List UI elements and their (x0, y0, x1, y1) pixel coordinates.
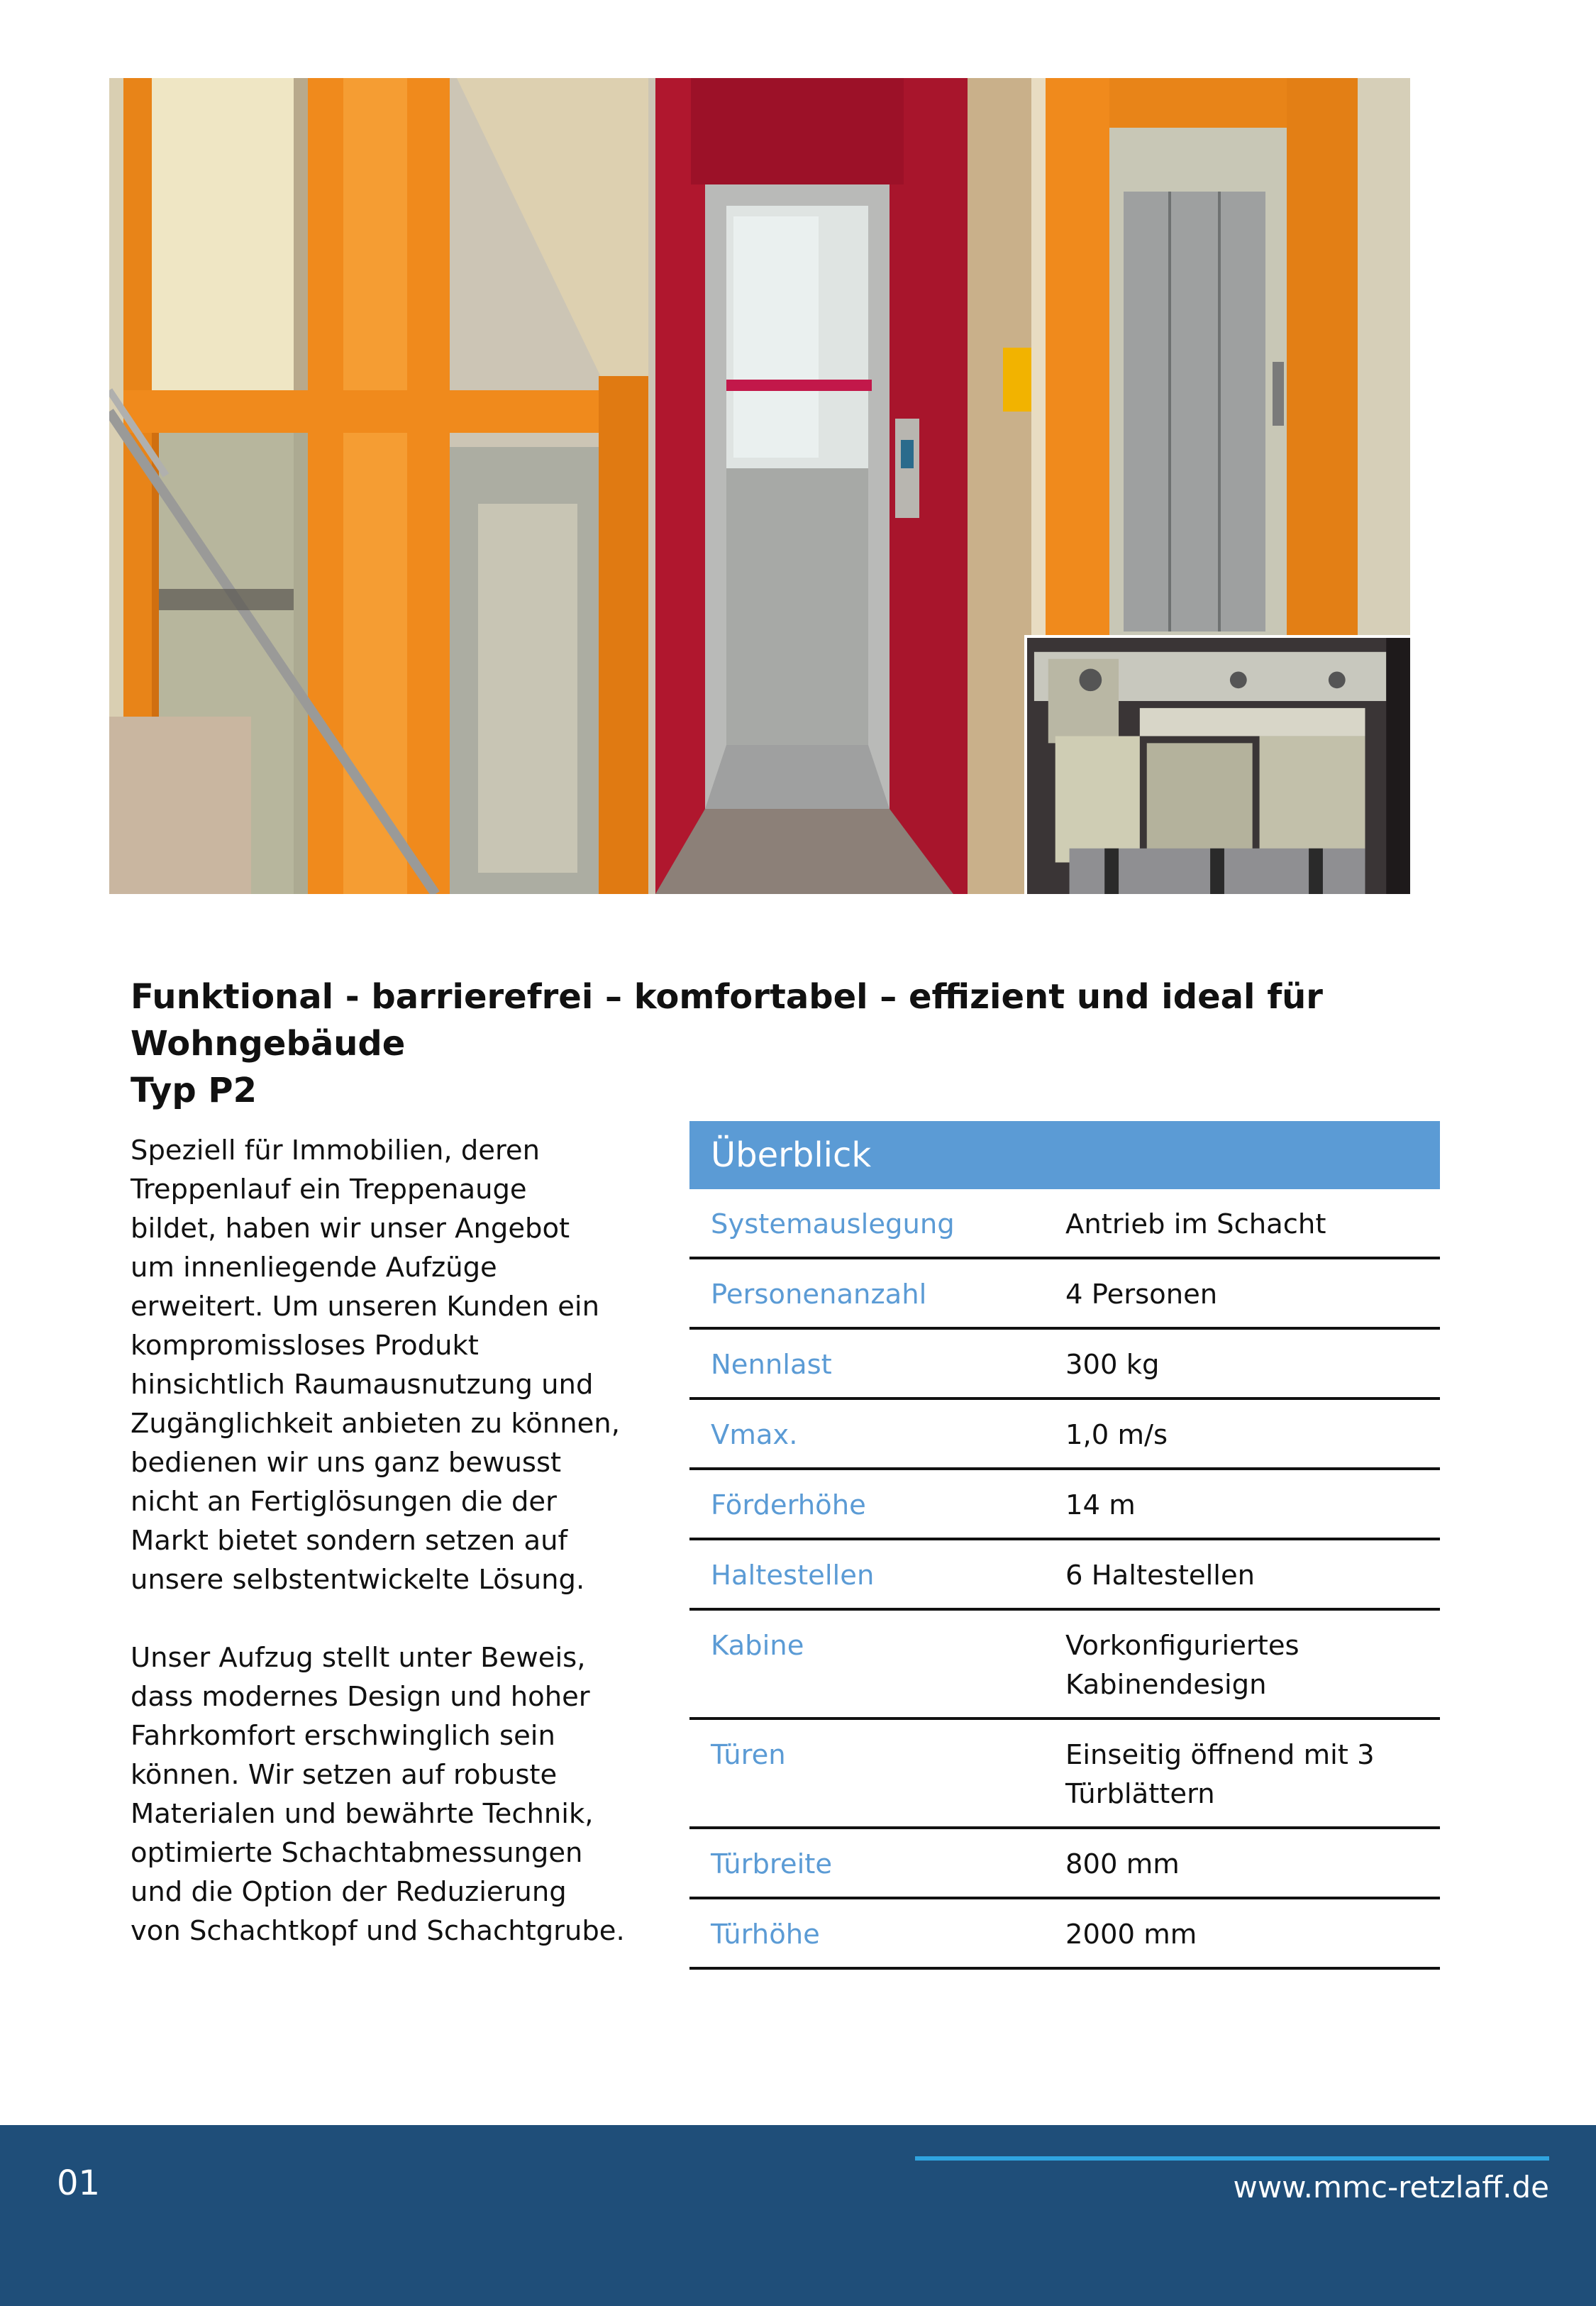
description-paragraph-2: Unser Aufzug stellt unter Beweis, dass modernes Design und hoher Fahrkomfort erschwinglich sein können. Wir setzen auf robuste Materialen und bewährte Technik, optimierte Schachtabmessungen und die Option der Reduzierung von Schachtkopf und Schachtgrube. (131, 1642, 625, 1947)
door-mechanism-photo (1024, 635, 1410, 894)
table-row (689, 1470, 1440, 1540)
row-value: 300 kg (1065, 1349, 1160, 1381)
product-description (131, 1131, 627, 1951)
table-row (689, 1259, 1440, 1330)
row-label: Kabine (711, 1630, 804, 1662)
overview-table (689, 1121, 1440, 1970)
table-row (689, 1611, 1440, 1720)
row-label: Nennlast (711, 1349, 832, 1381)
description-paragraph-1: Speziell für Immobilien, deren Treppenlauf ein Treppenauge bildet, haben wir unser Angebot um innenliegende Aufzüge erweitert. Um unseren Kunden ein kompromissloses Produkt hinsichtlich Raumausnutzung und Zugänglichkeit anbieten zu können, bedienen wir uns ganz bewusst nicht an Fertiglösungen die der Markt bietet sondern setzen auf unsere selbstentwickelte Lösung. (131, 1135, 620, 1596)
row-label: Förderhöhe (711, 1489, 866, 1521)
table-row (689, 1400, 1440, 1470)
footer-accent-line (915, 2156, 1549, 2161)
row-label: Haltestellen (711, 1560, 875, 1591)
row-value: Vorkonfiguriertes Kabinendesign (1065, 1630, 1299, 1701)
row-value: Einseitig öffnend mit 3 Türblättern (1065, 1739, 1375, 1810)
row-value: 800 mm (1065, 1848, 1180, 1880)
row-label: Türbreite (711, 1848, 833, 1880)
page-heading (131, 973, 1521, 1114)
page-number: 01 (57, 2163, 101, 2203)
table-row (689, 1189, 1440, 1259)
row-label: Personenanzahl (711, 1279, 927, 1311)
table-row (689, 1829, 1440, 1899)
table-row (689, 1330, 1440, 1400)
row-value: Antrieb im Schacht (1065, 1208, 1326, 1240)
elevator-photo-collage (109, 78, 1410, 894)
overview-title: Überblick (689, 1121, 1440, 1189)
row-value: 1,0 m/s (1065, 1419, 1168, 1451)
row-label: Vmax. (711, 1419, 798, 1451)
heading-line-2: Typ P2 (131, 1071, 257, 1110)
page-footer (0, 2125, 1596, 2306)
row-value: 2000 mm (1065, 1919, 1197, 1951)
table-row (689, 1540, 1440, 1611)
row-label: Türhöhe (711, 1919, 820, 1951)
door-mechanism-image (1027, 638, 1410, 894)
table-row (689, 1720, 1440, 1829)
row-label: Türen (711, 1739, 786, 1771)
row-label: Systemauslegung (711, 1208, 955, 1240)
website-link[interactable]: www.mmc-retzlaff.de (1233, 2170, 1549, 2205)
row-value: 4 Personen (1065, 1279, 1218, 1311)
heading-line-1: Funktional - barrierefrei – komfortabel – effizient und ideal für Wohngebäude (131, 977, 1323, 1064)
row-value: 14 m (1065, 1489, 1136, 1521)
table-row (689, 1899, 1440, 1970)
row-value: 6 Haltestellen (1065, 1560, 1256, 1591)
